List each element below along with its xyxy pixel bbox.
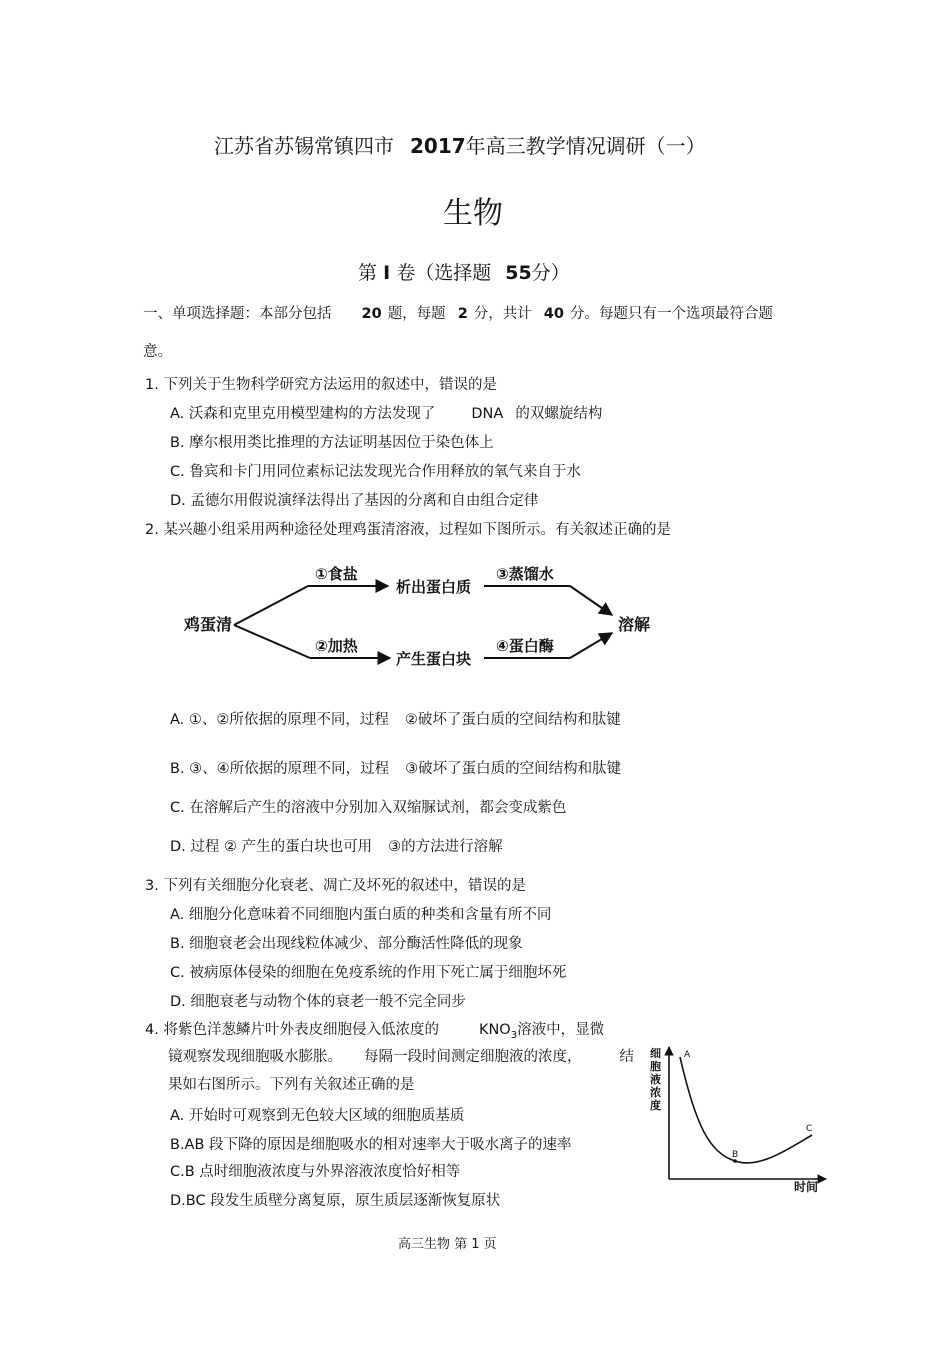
graph-label-c: C <box>806 1124 813 1134</box>
instr-total: 40 <box>543 306 564 322</box>
q4-option-d: D.BC 段发生质壁分离复原，原生质层逐渐恢复原状 <box>170 1193 501 1209</box>
q1-option-b: B. 摩尔根用类比推理的方法证明基因位于染色体上 <box>170 435 494 451</box>
exam-title <box>214 130 706 159</box>
q2-option-b <box>170 757 621 778</box>
subject-title: 生物 <box>443 196 503 231</box>
q4-stem-line-1 <box>145 1018 604 1041</box>
section-score: 55 <box>505 262 532 284</box>
q4-stem-line-3: 果如右图所示。下列有关叙述正确的是 <box>168 1077 415 1093</box>
q1-a-text: A. 沃森和克里克用模型建构的方法发现了 <box>170 406 436 422</box>
q2-d-post: ③的方法进行溶解 <box>388 839 503 855</box>
diagram-start-label: 鸡蛋清 <box>184 615 233 634</box>
title-region: 江苏省苏锡常镇四市 <box>214 134 394 158</box>
title-rest: 年高三教学情况调研（一） <box>465 134 706 158</box>
section-roman: I <box>383 262 391 284</box>
instr-part-1: 一、单项选择题：本部分包括 <box>143 306 332 322</box>
q2-option-a <box>170 708 621 729</box>
egg-white-process-diagram <box>170 555 670 685</box>
graph-label-b: B <box>732 1150 739 1160</box>
graph-label-a: A <box>684 1050 691 1060</box>
q4-stem-line-2 <box>168 1045 634 1066</box>
instr-part-4: 分。每题只有一个选项最符合题 <box>569 306 773 322</box>
graph-curve <box>680 1057 812 1163</box>
graph-y-label: 细 胞 液 浓 度 <box>650 1047 661 1112</box>
q1-option-a <box>170 402 602 423</box>
diagram-arrow-bottom-3 <box>570 633 612 658</box>
diagram-mid-top: 析出蛋白质 <box>396 578 472 596</box>
q1-a-term: DNA <box>471 406 504 422</box>
q3-option-b: B. 细胞衰老会出现线粒体减少、部分酶活性降低的现象 <box>170 936 523 952</box>
diagram-arrow-top-3 <box>570 586 612 615</box>
instructions-line-1 <box>143 302 773 323</box>
section-pre: 第 <box>358 262 378 284</box>
q4-stem-l2-a: 镜观察发现细胞吸水膨胀。 <box>168 1049 342 1065</box>
diagram-branch-down <box>234 625 310 658</box>
section-post: 分） <box>531 262 570 284</box>
instr-part-2: 题，每题 <box>387 306 446 322</box>
graph-x-label: 时间 <box>794 1180 819 1194</box>
q4-stem-l2-c: 结 <box>619 1049 634 1065</box>
q2-b-text: B. ③、④所依据的原理不同，过程 <box>170 761 390 777</box>
q4-option-c: C.B 点时细胞液浓度与外界溶液浓度恰好相等 <box>170 1164 461 1180</box>
q3-option-a: A. 细胞分化意味着不同细胞内蛋白质的种类和含量有所不同 <box>170 907 552 923</box>
section-mid: 卷（选择题 <box>396 262 492 284</box>
q4-chemical: KNO <box>478 1022 511 1038</box>
q2-d-text: D. 过程 ② 产生的蛋白块也可用 <box>170 839 373 855</box>
title-year: 2017 <box>410 134 466 158</box>
diagram-branch-up <box>234 586 308 625</box>
q2-b-post: ③破坏了蛋白质的空间结构和肽键 <box>405 761 622 777</box>
instr-part-3: 分，共计 <box>473 306 532 322</box>
q3-option-d: D. 细胞衰老与动物个体的衰老一般不完全同步 <box>170 994 466 1010</box>
q4-stem-text: 4. 将紫色洋葱鳞片叶外表皮细胞侵入低浓度的 <box>145 1022 439 1038</box>
diagram-step-3: ③蒸馏水 <box>496 565 554 583</box>
q2-stem: 2. 某兴趣小组采用两种途径处理鸡蛋清溶液，过程如下图所示。有关叙述正确的是 <box>145 522 671 538</box>
q4-chemical-subscript: 3 <box>510 1029 518 1041</box>
q2-option-c: C. 在溶解后产生的溶液中分别加入双缩脲试剂，都会变成紫色 <box>170 800 567 816</box>
instructions-line-2: 意。 <box>143 344 172 360</box>
q3-option-c: C. 被病原体侵染的细胞在免疫系统的作用下死亡属于细胞坏死 <box>170 965 567 981</box>
q1-a-post: 的双螺旋结构 <box>515 406 603 422</box>
q2-a-post: ②破坏了蛋白质的空间结构和肽键 <box>404 712 621 728</box>
q4-option-b: B.AB 段下降的原因是细胞吸水的相对速率大于吸水离子的速率 <box>170 1137 572 1153</box>
diagram-step-1: ①食盐 <box>315 565 358 583</box>
diagram-step-2: ②加热 <box>315 637 358 655</box>
q2-a-text: A. ①、②所依据的原理不同，过程 <box>170 712 389 728</box>
instr-points: 2 <box>457 306 468 322</box>
section-heading <box>358 258 570 285</box>
diagram-mid-bottom: 产生蛋白块 <box>396 650 472 668</box>
diagram-end-label: 溶解 <box>618 615 651 634</box>
q4-stem-l2-b: 每隔一段时间测定细胞液的浓度， <box>364 1049 582 1065</box>
q1-option-c: C. 鲁宾和卡门用同位素标记法发现光合作用释放的氧气来自于水 <box>170 464 581 480</box>
q1-stem: 1. 下列关于生物科学研究方法运用的叙述中，错误的是 <box>145 377 497 393</box>
cell-sap-concentration-graph <box>640 1035 840 1195</box>
instr-count: 20 <box>361 306 382 322</box>
q4-stem-text-2: 溶液中，显微 <box>517 1022 605 1038</box>
q1-option-d: D. 孟德尔用假说演绎法得出了基因的分离和自由组合定律 <box>170 493 539 509</box>
diagram-step-4: ④蛋白酶 <box>496 637 554 655</box>
q4-option-a: A. 开始时可观察到无色较大区域的细胞质基质 <box>170 1108 465 1124</box>
q3-stem: 3. 下列有关细胞分化衰老、凋亡及坏死的叙述中，错误的是 <box>145 878 526 894</box>
q2-option-d <box>170 835 503 856</box>
page-footer: 高三生物 第 1 页 <box>398 1237 497 1252</box>
